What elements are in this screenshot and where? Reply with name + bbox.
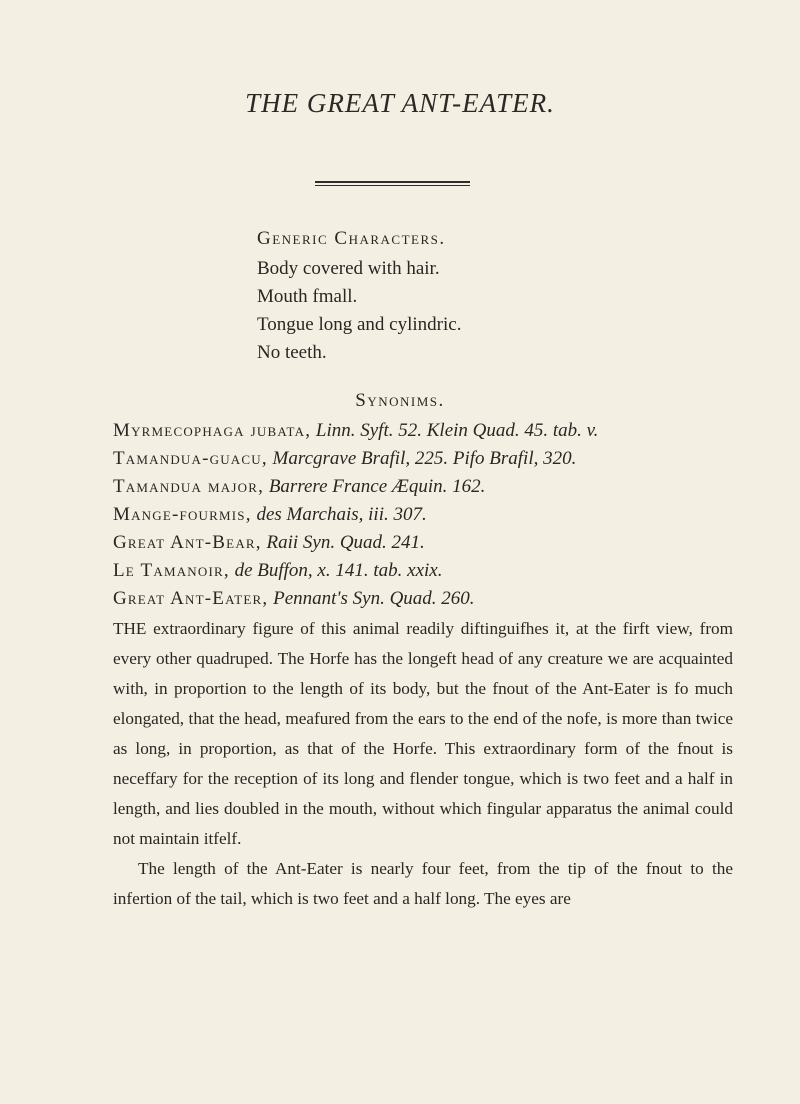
synonym-name: Tamandua major, [113, 476, 265, 497]
body-paragraph: THE extraordinary figure of this animal readily diftinguifhes it, at the firft view, from every other quadruped. The Horfe has the longeft head of any creature we are acquainted with, in proportion to the length of its body, but the fnout of the Ant-Eater is fo much elongated, that the head, meafured from the ears to the end of the nofe, is more than twice as long, in proportion, as that of the Horfe. This extraordinary form of the fnout is neceffary for the reception of its long and flender tongue, which is two feet and a half in length, and lies doubled in the mouth, without which fingular apparatus the animal could not maintain itfelf. [113, 619, 733, 848]
synonym-row [113, 445, 598, 473]
title-rule [315, 181, 470, 186]
synonym-reference: Raii Syn. Quad. 241. [266, 532, 425, 553]
synonym-row [113, 501, 598, 529]
synonym-reference: Pennant's Syn. Quad. 260. [273, 588, 475, 609]
synonym-row [113, 473, 598, 501]
synonym-name: Le Tamanoir, [113, 560, 230, 581]
body-paragraph: The length of the Ant-Eater is nearly four feet, from the tip of the fnout to the infertion of the tail, which is two feet and a half long. The eyes are [113, 859, 733, 908]
synonym-reference: Linn. Syft. 52. Klein Quad. 45. tab. v. [315, 420, 599, 441]
synonym-row [113, 529, 598, 557]
synonym-name: Great Ant-Bear, [113, 532, 262, 553]
synonym-name: Tamandua-guacu, [113, 448, 268, 469]
generic-item: Tongue long and cylindric. [257, 314, 462, 335]
generic-characters-list [257, 255, 461, 367]
page-title: THE GREAT ANT-EATER. [245, 88, 555, 118]
synonym-row [113, 417, 598, 445]
synonym-row [113, 585, 598, 613]
generic-item: No teeth. [257, 342, 327, 363]
synonym-reference: Marcgrave Brafil, 225. Pifo Brafil, 320. [272, 448, 577, 469]
generic-item: Mouth fmall. [257, 286, 358, 307]
generic-characters-heading: Generic Characters. [257, 228, 446, 249]
generic-item: Body covered with hair. [257, 258, 440, 279]
synonym-reference: de Buffon, x. 141. tab. xxix. [234, 560, 443, 581]
synonym-name: Great Ant-Eater, [113, 588, 269, 609]
synonym-reference: Barrere France Æquin. 162. [268, 476, 486, 497]
synonims-list [113, 417, 598, 613]
synonym-name: Mange-fourmis, [113, 504, 252, 525]
synonym-reference: des Marchais, iii. 307. [256, 504, 427, 525]
synonym-name: Myrmecophaga jubata, [113, 420, 312, 441]
synonims-heading: Synonims. [355, 390, 445, 411]
body-text [113, 614, 733, 914]
synonym-row [113, 557, 598, 585]
